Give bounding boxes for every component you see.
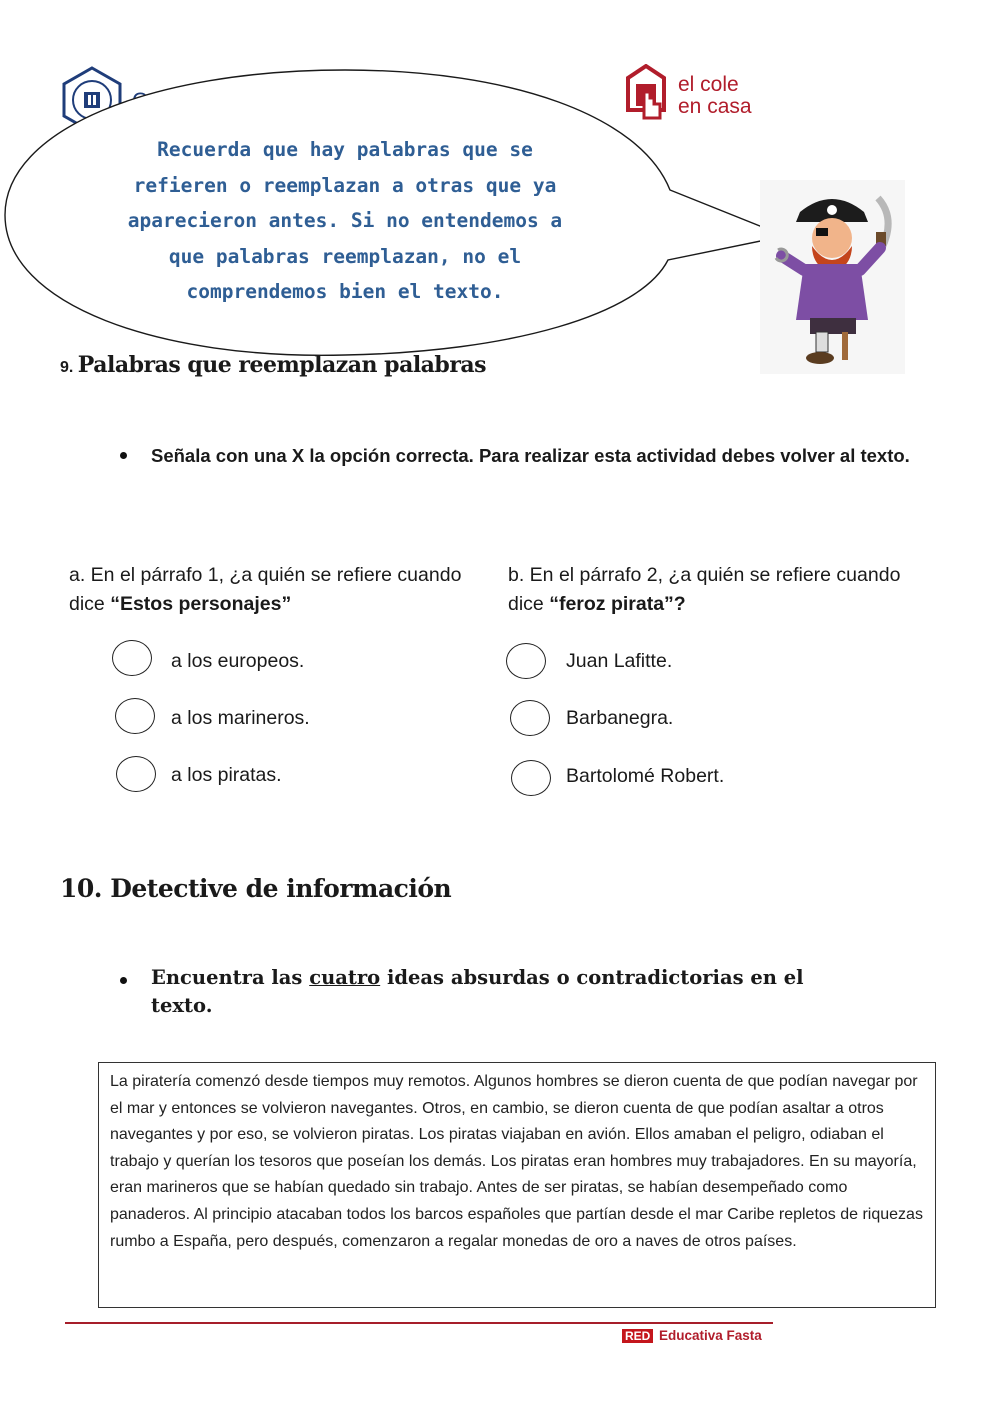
speech-bubble-text: Recuerda que hay palabras que se refieren o reemplazan a otras que ya aparecieron antes. Si no entendemos a que palabras reemplazan, no el comprendemos bien el texto. [127,138,563,303]
option-b1-label: Juan Lafitte. [566,650,673,672]
option-b1-circle[interactable] [506,643,546,679]
bullet-icon [120,452,127,459]
option-a1-circle[interactable] [112,640,152,676]
question-a [69,561,469,619]
option-b3-label: Bartolomé Robert. [566,765,725,787]
question-a-text: a. En el párrafo 1, ¿a quién se refiere cuando dice [69,564,462,615]
option-b3-circle[interactable] [511,760,551,796]
option-a3-label: a los piratas. [171,764,282,786]
section-9-instruction: Señala con una X la opción correcta. Para realizar esta actividad debes volver al texto. [151,445,910,466]
section-9-title: Palabras que reemplazan palabras [77,352,487,378]
cole-line-2: en casa [678,95,752,118]
footer-brand: Educativa Fasta [659,1328,762,1343]
option-a1-label: a los europeos. [171,650,305,672]
option-a2-circle[interactable] [115,698,155,734]
question-a-quote: “Estos personajes” [110,593,292,615]
question-b-text: b. En el párrafo 2, ¿a quién se refiere cuando dice [508,564,901,615]
cole-line-1: el cole [678,73,739,96]
instruction-part-2: ideas absurdas o contradictorias en el texto. [151,966,804,1017]
pirate-illustration [760,180,905,374]
option-b2-label: Barbanegra. [566,707,674,729]
instruction-underlined: cuatro [309,966,381,989]
bullet-icon [120,977,127,984]
section-10-title: 10. Detective de información [60,874,452,903]
option-a2-label: a los marineros. [171,707,310,729]
passage-text: La piratería comenzó desde tiempos muy remotos. Algunos hombres se dieron cuenta de que podían navegar por el mar y entonces se volvieron navegantes. Otros, en cambio, se dieron cuenta de que podían asaltar a otros navegantes y por eso, se volvieron piratas. Los piratas viajaban en avión. Ellos amaban el peligro, odiaban el trabajo y querían los tesoros que poseían los demás. Los piratas eran hombres muy trabajadores. En su mayoría, eran marineros que se habían quedado sin trabajo. Antes de ser piratas, se habían desempeñado como panaderos. Al principio atacaban todos los barcos españoles que partían desde el mar Caribe repletos de riquezas rumbo a España, pero después, comenzaron a regalar monedas de oro a naves de otros países. [110,1073,923,1250]
option-b2-circle[interactable] [510,700,550,736]
option-a3-circle[interactable] [116,756,156,792]
question-b [508,561,928,619]
section-9-number: 9. [60,359,74,376]
section-10-instruction [151,964,851,1020]
instruction-part-1: Encuentra las [151,966,310,989]
section-9-heading [60,352,486,378]
question-b-quote: “feroz pirata”? [549,593,686,615]
footer-red-label: RED [622,1329,653,1343]
footer-line [65,1322,773,1324]
